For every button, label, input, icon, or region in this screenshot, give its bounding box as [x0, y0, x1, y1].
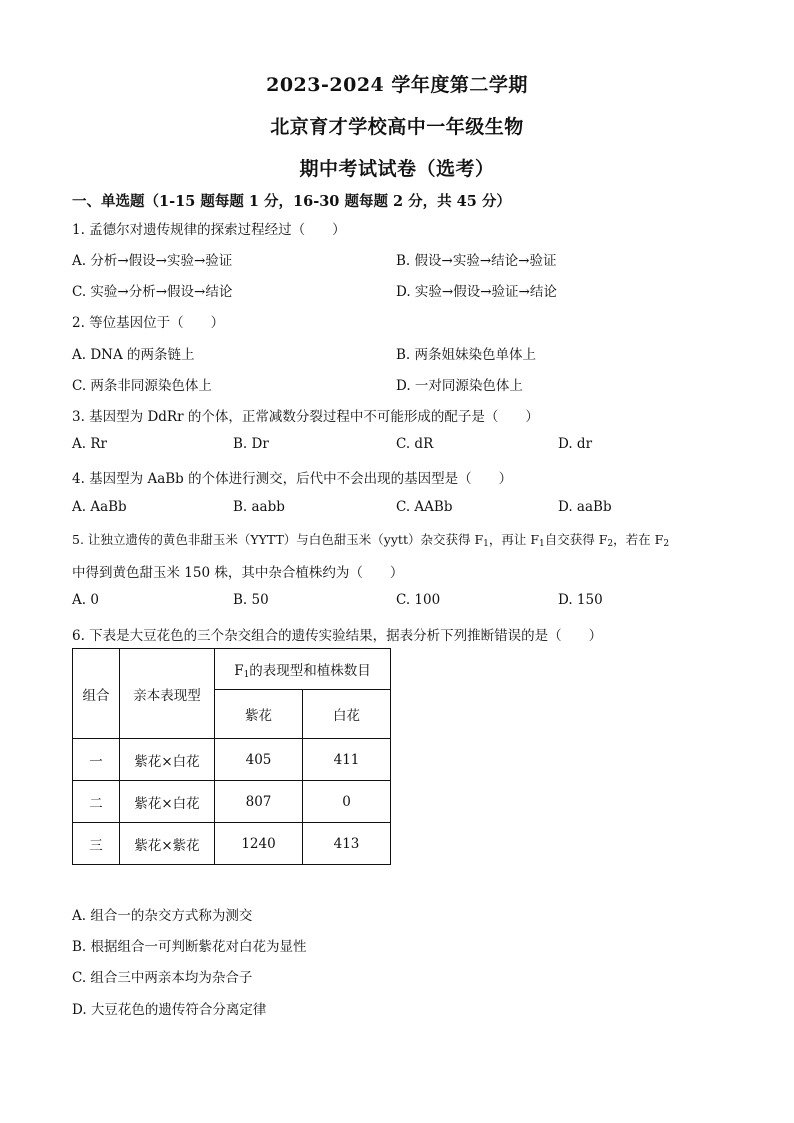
table-row — [73, 781, 391, 823]
table-row — [73, 739, 391, 781]
header-group: 组合 — [73, 649, 120, 739]
flower-color-cross-table — [72, 648, 391, 865]
question-5-option-d: D. 150 — [558, 592, 603, 608]
question-4-stem: 4. 基因型为 AaBb 的个体进行测交，后代中不会出现的基因型是（ ） — [72, 471, 513, 487]
header-purple: 紫花 — [215, 690, 303, 739]
cell-purple-count: 405 — [215, 739, 303, 781]
question-3-option-b: B. Dr — [233, 436, 269, 452]
question-3-option-a: A. Rr — [72, 436, 107, 452]
question-6-option-d: D. 大豆花色的遗传符合分离定律 — [72, 1002, 267, 1018]
question-2-option-d: D. 一对同源染色体上 — [396, 378, 523, 394]
question-4-option-b: B. aabb — [233, 499, 285, 515]
school-subject-title: 北京育才学校高中一年级生物 — [270, 116, 524, 138]
header-f1-phenotype-count: $F_1$的表现型和植株数目 — [215, 649, 391, 690]
question-5-option-b: B. 50 — [233, 592, 269, 608]
question-4-option-d: D. aaBb — [558, 499, 612, 515]
cell-parents: 紫花×白花 — [120, 739, 215, 781]
cell-purple-count: 807 — [215, 781, 303, 823]
cell-group: 二 — [73, 781, 120, 823]
question-2-option-c: C. 两条非同源染色体上 — [72, 378, 212, 394]
question-3-option-c: C. dR — [396, 436, 434, 452]
section-heading-single-choice: 一、单选题（1-15 题每题 1 分，16-30 题每题 2 分，共 45 分） — [72, 193, 511, 210]
question-1-option-c: C. 实验→分析→假设→结论 — [72, 284, 233, 300]
question-5-stem-line-1: 5. 让独立遗传的黄色非甜玉米（YYTT）与白色甜玉米（yytt）杂交获得 $F_1$，再让 $F_1$自交获得 $F_2$，若在 $F_2$ — [72, 532, 670, 549]
question-2-stem: 2. 等位基因位于（ ） — [72, 315, 225, 331]
question-1-stem: 1. 孟德尔对遗传规律的探索过程经过（ ） — [72, 222, 346, 238]
question-4-option-c: C. AABb — [396, 499, 453, 515]
header-white: 白花 — [303, 690, 391, 739]
question-4-option-a: A. AaBb — [72, 499, 127, 515]
cell-parents: 紫花×紫花 — [120, 823, 215, 865]
question-2-option-a: A. DNA 的两条链上 — [72, 347, 195, 363]
cell-group: 一 — [73, 739, 120, 781]
cell-white-count: 413 — [303, 823, 391, 865]
question-6-option-a: A. 组合一的杂交方式称为测交 — [72, 908, 253, 924]
question-6-option-c: C. 组合三中两亲本均为杂合子 — [72, 970, 253, 986]
question-1-option-b: B. 假设→实验→结论→验证 — [396, 253, 557, 269]
question-6-stem: 6. 下表是大豆花色的三个杂交组合的遗传实验结果，据表分析下列推断错误的是（ ） — [72, 628, 603, 644]
header-parent-phenotype: 亲本表现型 — [120, 649, 215, 739]
cell-white-count: 0 — [303, 781, 391, 823]
cell-parents: 紫花×白花 — [120, 781, 215, 823]
question-5-option-a: A. 0 — [72, 592, 99, 608]
question-5-option-c: C. 100 — [396, 592, 441, 608]
exam-year-title: 2023-2024 学年度第二学期 — [266, 74, 528, 96]
question-5-stem-line-2: 中得到黄色甜玉米 150 株，其中杂合植株约为（ ） — [72, 565, 404, 581]
question-3-option-d: D. dr — [558, 436, 593, 452]
table-row — [73, 823, 391, 865]
cell-white-count: 411 — [303, 739, 391, 781]
question-1-option-d: D. 实验→假设→验证→结论 — [396, 284, 557, 300]
question-6-option-b: B. 根据组合一可判断紫花对白花为显性 — [72, 939, 307, 955]
question-2-option-b: B. 两条姐妹染色单体上 — [396, 347, 537, 363]
exam-name-title: 期中考试试卷（选考） — [299, 158, 495, 180]
question-3-stem: 3. 基因型为 DdRr 的个体，正常减数分裂过程中不可能形成的配子是（ ） — [72, 409, 539, 425]
cell-group: 三 — [73, 823, 120, 865]
question-1-option-a: A. 分析→假设→实验→验证 — [72, 253, 233, 269]
cell-purple-count: 1240 — [215, 823, 303, 865]
